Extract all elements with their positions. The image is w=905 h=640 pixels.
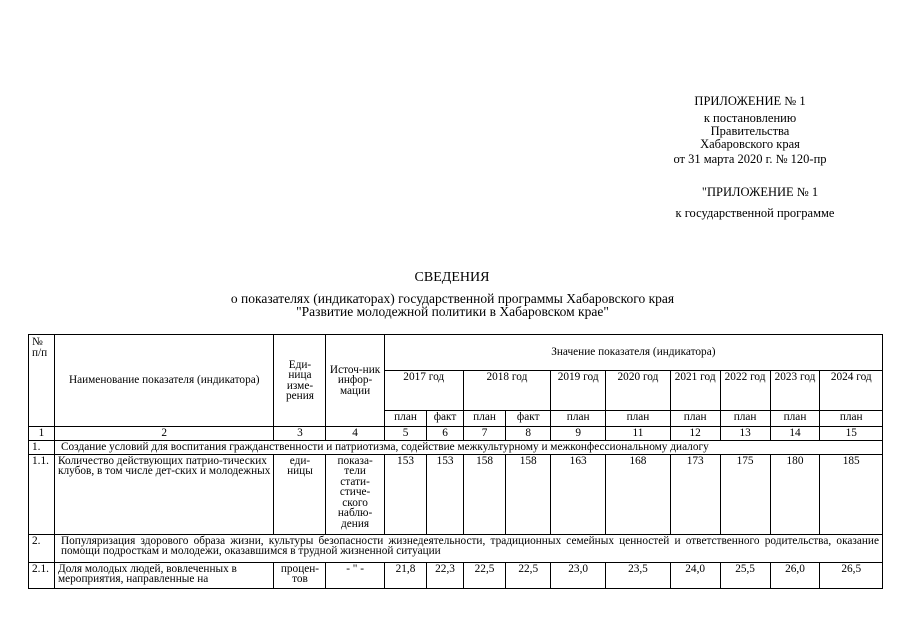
plan-label: план — [770, 411, 820, 427]
section-title: Популяризация здорового образа жизни, культуры безопасности жизнедеятельности, традиционных семейных ценностей и ответственного родительства, оказание помощи подросткам и молодежи, оказавшимся в трудной жизненной ситуации — [55, 534, 883, 562]
column-number: 4 — [326, 427, 384, 441]
source-cell: - " - — [326, 562, 384, 588]
column-number: 12 — [670, 427, 720, 441]
year-2023: 2023 год — [770, 371, 820, 411]
year-2020: 2020 год — [606, 371, 670, 411]
column-number: 14 — [770, 427, 820, 441]
section-number: 1. — [29, 440, 55, 454]
col-unit-header: Еди-ница изме-рения — [274, 335, 326, 427]
value-cell: 23,0 — [551, 562, 606, 588]
appendix-heading: ПРИЛОЖЕНИЕ № 1 — [694, 94, 806, 108]
column-number: 11 — [606, 427, 670, 441]
value-cell: 168 — [606, 454, 670, 534]
section-row-2 — [29, 534, 883, 562]
column-number: 9 — [551, 427, 606, 441]
region-line: Хабаровского края — [700, 137, 800, 151]
column-number: 3 — [274, 427, 326, 441]
plan-label: план — [720, 411, 770, 427]
government-line: Правительства — [710, 124, 790, 138]
section-title: Создание условий для воспитания гражданственности и патриотизма, содействие межкультурному и межконфессиональному диалогу — [55, 440, 883, 454]
plan-label: план — [384, 411, 427, 427]
title-line-2: "Развитие молодежной политики в Хабаровском крае" — [296, 304, 609, 319]
indicator-name: Количество действующих патрио-тических клубов, в том числе дет-ских и молодежных — [55, 454, 274, 534]
indicators-table — [28, 334, 883, 589]
indicator-name: Доля молодых людей, вовлеченных в мероприятия, направленные на — [55, 562, 274, 588]
section-row-1 — [29, 440, 883, 454]
column-number: 1 — [29, 427, 55, 441]
value-cell: 180 — [770, 454, 820, 534]
row-number: 2.1. — [29, 562, 55, 588]
col-name-header: Наименование показателя (индикатора) — [55, 335, 274, 427]
value-cell: 22,5 — [463, 562, 506, 588]
section-number: 2. — [29, 534, 55, 562]
plan-label: план — [820, 411, 883, 427]
table-row — [29, 454, 883, 534]
value-cell: 22,3 — [427, 562, 463, 588]
program-appendix-heading: "ПРИЛОЖЕНИЕ № 1 — [701, 185, 819, 199]
value-cell: 185 — [820, 454, 883, 534]
plan-label: план — [551, 411, 606, 427]
column-number: 5 — [384, 427, 427, 441]
value-cell: 22,5 — [506, 562, 551, 588]
column-number: 6 — [427, 427, 463, 441]
date-number-line: от 31 марта 2020 г. № 120-пр — [673, 152, 827, 166]
year-2019: 2019 год — [551, 371, 606, 411]
table-row — [29, 562, 883, 588]
value-cell: 163 — [551, 454, 606, 534]
year-2024: 2024 год — [820, 371, 883, 411]
value-cell: 25,5 — [720, 562, 770, 588]
value-cell: 153 — [427, 454, 463, 534]
year-2017: 2017 год — [384, 371, 463, 411]
plan-label: план — [670, 411, 720, 427]
to-program-line: к государственной программе — [675, 206, 835, 220]
value-cell: 26,5 — [820, 562, 883, 588]
year-2018: 2018 год — [463, 371, 550, 411]
header-row-1 — [29, 335, 883, 371]
column-number: 15 — [820, 427, 883, 441]
value-cell: 23,5 — [606, 562, 670, 588]
fact-label: факт — [506, 411, 551, 427]
document-title: СВЕДЕНИЯ — [414, 270, 490, 285]
col-num-header: № п/п — [29, 335, 55, 427]
col-source-header: Источ-ник инфор-мации — [326, 335, 384, 427]
value-cell: 24,0 — [670, 562, 720, 588]
year-2021: 2021 год — [670, 371, 720, 411]
to-resolution-line: к постановлению — [703, 111, 797, 125]
value-cell: 175 — [720, 454, 770, 534]
column-number: 2 — [55, 427, 274, 441]
value-cell: 21,8 — [384, 562, 427, 588]
column-number: 13 — [720, 427, 770, 441]
fact-label: факт — [427, 411, 463, 427]
values-header: Значение показателя (индикатора) — [384, 335, 882, 371]
row-number: 1.1. — [29, 454, 55, 534]
value-cell: 158 — [463, 454, 506, 534]
column-number: 7 — [463, 427, 506, 441]
title-line-1: о показателях (индикаторах) государственной программы Хабаровского края — [230, 291, 675, 306]
unit-cell: еди-ницы — [274, 454, 326, 534]
column-number: 8 — [506, 427, 551, 441]
source-cell: показа-тели стати-стиче-ского наблю-дения — [326, 454, 384, 534]
unit-cell: процен-тов — [274, 562, 326, 588]
plan-label: план — [606, 411, 670, 427]
value-cell: 173 — [670, 454, 720, 534]
value-cell: 158 — [506, 454, 551, 534]
value-cell: 26,0 — [770, 562, 820, 588]
value-cell: 153 — [384, 454, 427, 534]
column-numbers-row — [29, 427, 883, 441]
year-2022: 2022 год — [720, 371, 770, 411]
plan-label: план — [463, 411, 506, 427]
